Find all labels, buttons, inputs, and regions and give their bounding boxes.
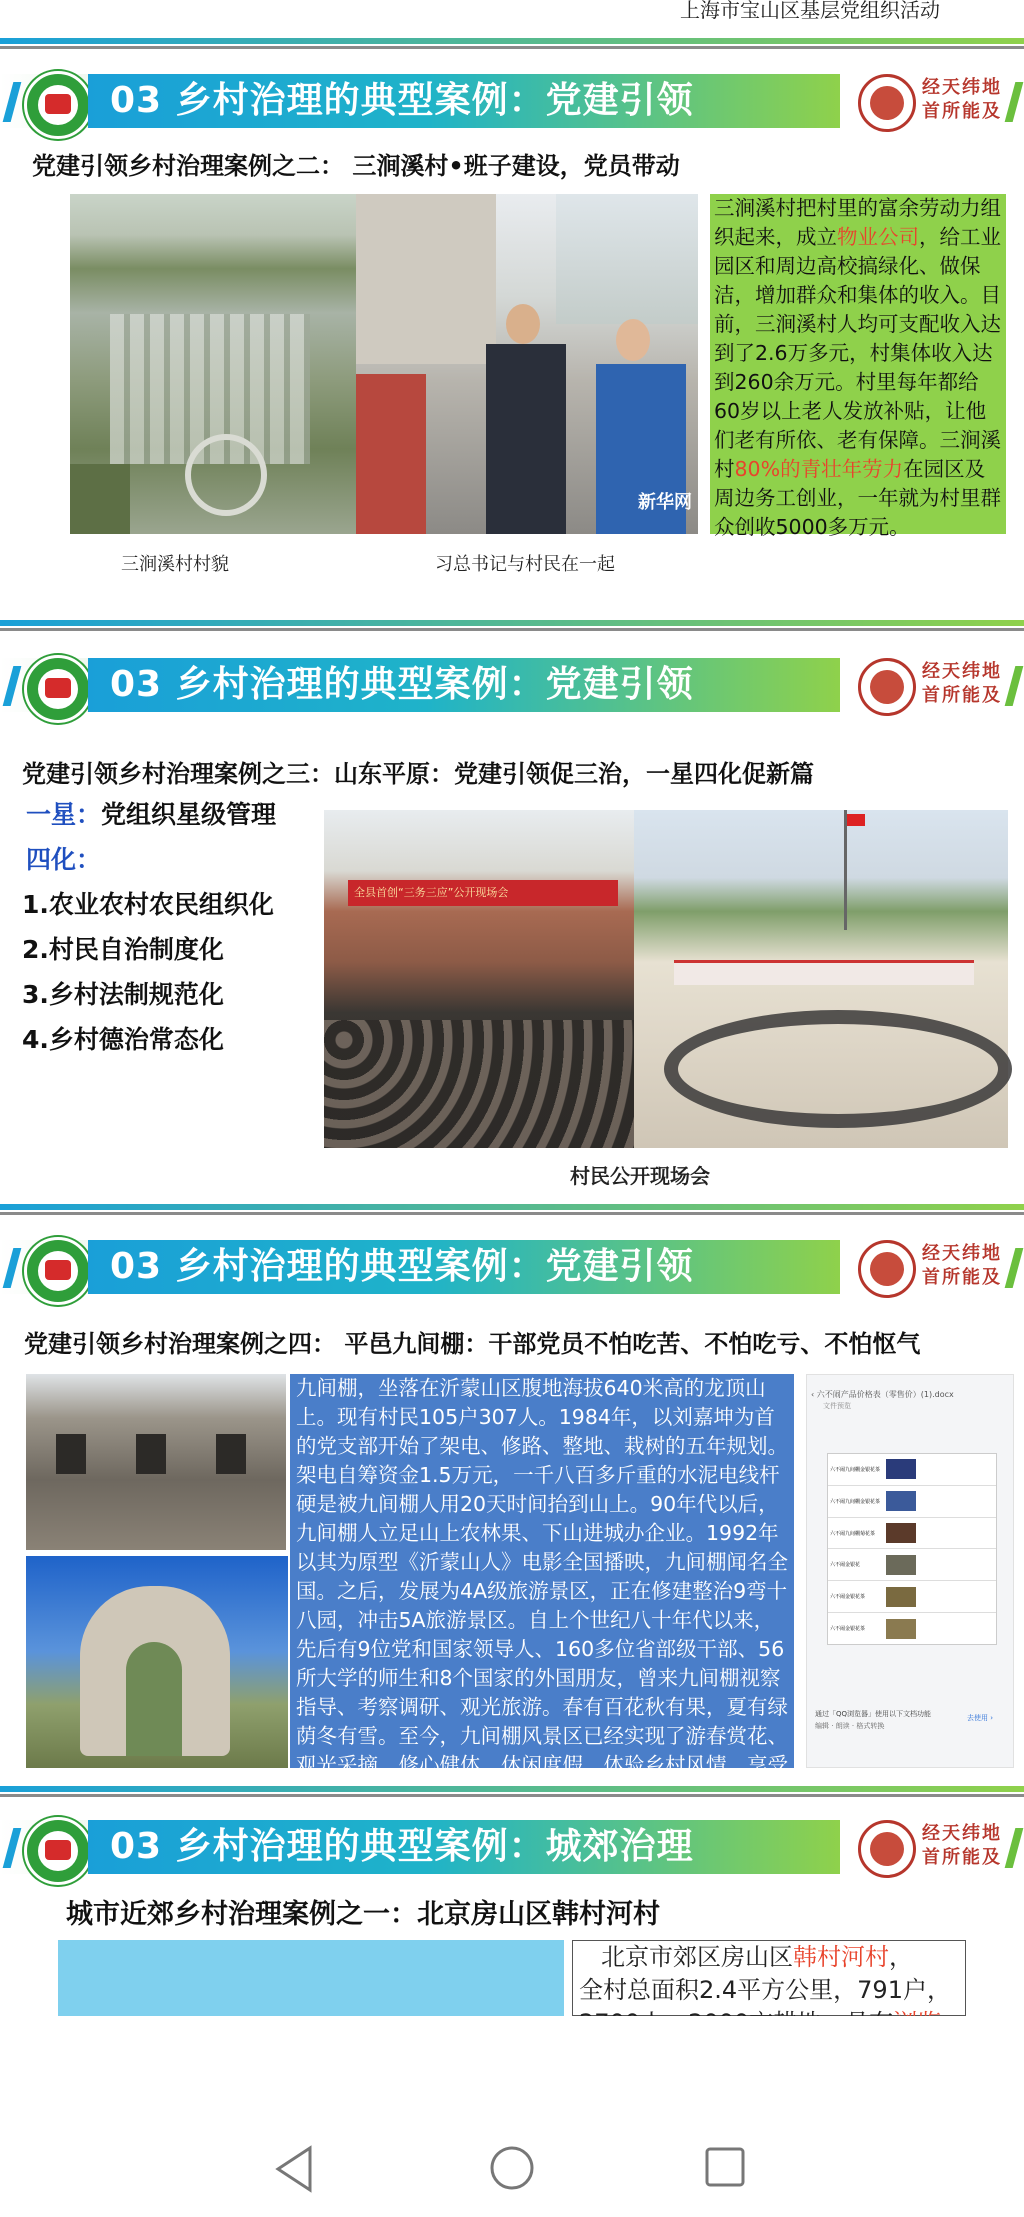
stone-arch-photo: [26, 1556, 288, 1768]
stone-cave-photo: [26, 1374, 286, 1550]
divider: [0, 46, 1024, 49]
motto: 经天纬地 首所能及: [922, 661, 1002, 706]
divider: [0, 1794, 1024, 1797]
divider: [0, 38, 1024, 44]
header-org-text: 上海市宝山区基层党组织活动: [680, 0, 940, 22]
banner-title: 03 乡村治理的典型案例：党建引领: [110, 80, 694, 121]
slide-subtitle: 党建引领乡村治理案例之四： 平邑九间棚：干部党员不怕吃苦、不怕吃亏、不怕怄气: [24, 1330, 921, 1358]
divider: [0, 628, 1024, 631]
public-meeting-photo-2: [634, 810, 1008, 1148]
caption-meeting: 村民公开现场会: [570, 1164, 710, 1188]
phone-doc-preview-screenshot: ‹ 六不闹产品价格表（零售价）(1).docx 文件预览 六不闹九间棚金银花茶 六不闹九间棚金银花茶 六不闹九间棚菊花茶 六不闹金银花 六不闹金银花茶 六不闹金银花茶 通过「QQ浏览器」使用以下文档功能 编辑 · 朗读 · 格式转换 去使用 ›: [806, 1374, 1014, 1768]
divider: [0, 1786, 1024, 1792]
banner-title: 03 乡村治理的典型案例：城郊治理: [110, 1826, 694, 1867]
slide-banner: [0, 1814, 1024, 1880]
hancunhe-description-box: 北京市郊区房山区韩村河村， 全村总面积2.4平方公里，791户，: [572, 1940, 966, 2016]
caption-leader: 习总书记与村民在一起: [435, 554, 615, 575]
list-item: 4.乡村德治常态化: [22, 1025, 224, 1054]
leader-with-villagers-photo: [356, 194, 698, 534]
seal-icon: [858, 658, 916, 716]
party-school-emblem-icon: [24, 1817, 92, 1885]
seal-icon: [858, 74, 916, 132]
slide-subtitle: 党建引领乡村治理案例之二： 三涧溪村•班子建设，党员带动: [32, 152, 680, 180]
party-school-emblem-icon: [24, 71, 92, 139]
recents-square-icon: [702, 2144, 750, 2192]
divider: [0, 1212, 1024, 1215]
list-item: 2.村民自治制度化: [22, 935, 224, 964]
banner-title: 03 乡村治理的典型案例：党建引领: [110, 664, 694, 705]
public-meeting-photo-1: [324, 810, 634, 1148]
motto: 经天纬地 首所能及: [922, 1823, 1002, 1868]
party-school-emblem-icon: [24, 655, 92, 723]
slide-banner: [0, 1234, 1024, 1300]
seal-icon: [858, 1240, 916, 1298]
slide-banner: [0, 68, 1024, 134]
meeting-banner-text: 全县首创“三务三应”公开现场会: [354, 886, 509, 899]
divider: [0, 620, 1024, 626]
governance-summary: 一星：党组织星级管理 四化： 1.农业农村农民组织化 2.村民自治制度化 3.乡村法制规范化 4.乡村德治常态化: [26, 792, 276, 1062]
list-item: 3.乡村法制规范化: [22, 980, 224, 1009]
caption-village: 三涧溪村村貌: [121, 554, 229, 575]
hancunhe-photo: [58, 1940, 564, 2016]
divider: [0, 1204, 1024, 1210]
home-circle-icon: [486, 2142, 538, 2194]
case-description-box: 三涧溪村把村里的富余劳动力组织起来，成立物业公司，给工业园区和周边高校搞绿化、做保洁，增加群众和集体的收入。目前，三涧溪村人均可支配收入达到了2.6万多元，村集体收入达到260余万元。村里每年都给60岁以上老人发放补贴，让他们老有所依、老有保障。三涧溪村80%的青壮年劳力在园区及周边务工创业，一年就为村里群众创收5000多万元。: [710, 194, 1006, 534]
party-school-emblem-icon: [24, 1237, 92, 1305]
recents-button[interactable]: [702, 2144, 750, 2192]
slide-subtitle: 党建引领乡村治理案例之三：山东平原：党建引领促三治，一星四化促新篇: [22, 760, 814, 788]
home-button[interactable]: [486, 2142, 538, 2194]
banner-title: 03 乡村治理的典型案例：党建引领: [110, 1246, 694, 1287]
jiujianpeng-description-box: 九间棚，坐落在沂蒙山区腹地海拔640米高的龙顶山上。现有村民105户307人。1984年，以刘嘉坤为首的党支部开始了架电、修路、整地、栽树的五年规划。架电自筹资金1.5万元，一千八百多斤重的水泥电线杆硬是被九间棚人用20天时间抬到山上。90年代以后，九间棚人立足山上农林果、下山进城办企业。1992年以其为原型《沂蒙山人》电影全国播映，九间棚闻名全国。之后，发展为4A级旅游景区，正在修建整治9弯十八园，冲击5A旅游景区。自上个世纪八十年代以来，先后有9位党和国家领导人、160多位省部级干部、56所大学的师生和8个国家的外国朋友，曾来九间棚视察指导、考察调研、观光旅游。春有百花秋有果，夏有绿荫冬有雪。至今，九间棚风景区已经实现了游春赏花、观光采摘、修心健体、休闲度假，体验乡村风情，享受: [290, 1374, 794, 1768]
motto: 经天纬地 首所能及: [922, 1243, 1002, 1288]
motto: 经天纬地 首所能及: [922, 77, 1002, 122]
slide-banner: [0, 652, 1024, 718]
slide-subtitle: 城市近郊乡村治理案例之一：北京房山区韩村河村: [66, 1899, 660, 1930]
seal-icon: [858, 1820, 916, 1878]
list-item: 1.农业农村农民组织化: [22, 890, 274, 919]
photo-watermark: 新华网: [638, 492, 692, 513]
navigation-bar: [0, 2120, 1024, 2217]
back-triangle-icon: [270, 2144, 320, 2194]
village-aerial-photo: [70, 194, 356, 534]
back-button[interactable]: [270, 2144, 320, 2194]
